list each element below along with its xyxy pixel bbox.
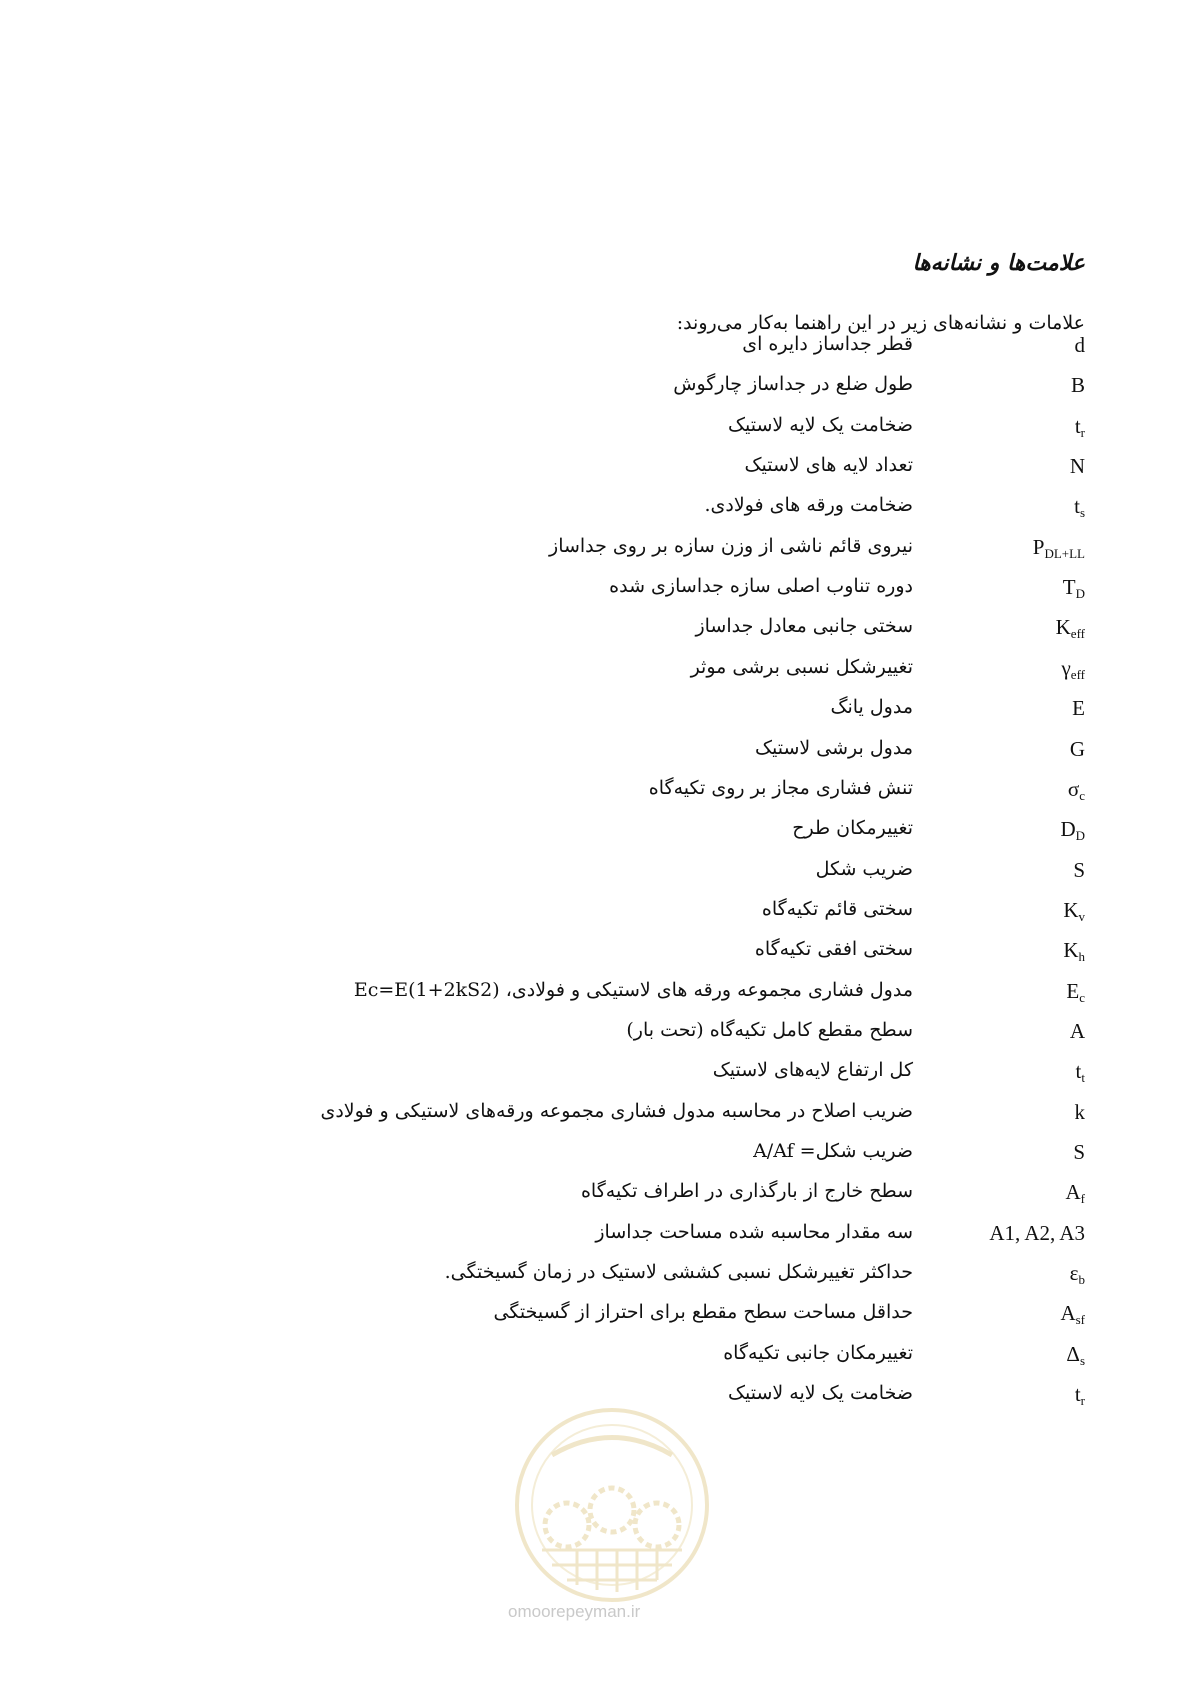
symbol <box>1074 494 1085 521</box>
symbol <box>1062 656 1085 683</box>
symbol-row <box>0 1342 1191 1372</box>
intro-text: علامات و نشانه‌های زیر در این راهنما به‌کار می‌روند: <box>676 312 1085 334</box>
symbol-description: ضریب شکل= A/Af <box>753 1140 913 1162</box>
symbol-description: حداقل مساحت سطح مقطع برای احتراز از گسیختگی <box>493 1301 913 1323</box>
symbol <box>1070 737 1085 764</box>
symbol <box>1070 1261 1085 1288</box>
symbol <box>1075 1382 1085 1409</box>
symbol-base: E <box>1072 696 1085 720</box>
symbol <box>1073 1140 1085 1167</box>
symbol-description: ضریب شکل <box>815 858 913 880</box>
symbol-subscript: c <box>1079 788 1085 803</box>
symbol <box>1063 938 1085 965</box>
symbol-description: ضریب اصلاح در محاسبه مدول فشاری مجموعه ورقه‌های لاستیکی و فولادی <box>320 1100 913 1122</box>
symbol-row <box>0 938 1191 968</box>
symbol-subscript: c <box>1079 990 1085 1005</box>
symbol-description: تنش فشاری مجاز بر روی تکیه‌گاه <box>648 777 913 799</box>
symbol-base: K <box>1055 615 1071 639</box>
symbol <box>1066 1342 1085 1369</box>
symbol-base: S <box>1073 1140 1085 1164</box>
symbol-subscript: DL+LL <box>1044 546 1085 561</box>
symbol-base: Δ <box>1066 1342 1080 1366</box>
symbol <box>1071 373 1085 400</box>
symbol-subscript: t <box>1081 1070 1085 1085</box>
symbol-base: D <box>1060 817 1076 841</box>
symbol-row <box>0 979 1191 1009</box>
symbol-subscript: D <box>1075 828 1085 843</box>
symbol-row <box>0 1180 1191 1210</box>
symbol-row <box>0 858 1191 888</box>
symbol-row <box>0 898 1191 928</box>
symbol-description: سختی جانبی معادل جداساز <box>695 615 913 637</box>
symbol-row <box>0 615 1191 645</box>
symbol <box>1070 1019 1085 1046</box>
symbol <box>1063 898 1085 925</box>
publisher-seal-watermark <box>497 1400 727 1610</box>
symbol-row <box>0 414 1191 444</box>
symbol-description: تغییرمکان جانبی تکیه‌گاه <box>723 1342 913 1364</box>
symbol-description: تعداد لایه های لاستیک <box>744 454 913 476</box>
symbol-subscript: D <box>1075 586 1085 601</box>
symbol-row <box>0 737 1191 767</box>
symbol-description: ضخامت یک لایه لاستیک <box>728 414 913 436</box>
symbol-subscript: f <box>1080 1191 1085 1206</box>
symbol-base: γ <box>1061 656 1071 680</box>
symbol-base: t <box>1074 1382 1081 1406</box>
symbol-row <box>0 1019 1191 1049</box>
symbol-row <box>0 1100 1191 1130</box>
symbol-description: سطح خارج از بارگذاری در اطراف تکیه‌گاه <box>580 1180 913 1202</box>
symbol-subscript: sf <box>1075 1312 1085 1327</box>
symbol <box>1070 454 1085 481</box>
symbol-base: T <box>1062 575 1076 599</box>
symbol <box>1066 979 1085 1006</box>
symbol-base: t <box>1074 414 1081 438</box>
watermark-site: omoorepeyman.ir <box>508 1602 641 1621</box>
symbol <box>1065 1180 1085 1207</box>
symbol-description: دوره تناوب اصلی سازه جداسازی شده <box>609 575 913 597</box>
symbol-base: k <box>1074 1100 1085 1124</box>
symbol <box>1033 535 1085 562</box>
symbol-description: حداکثر تغییرشکل نسبی کششی لاستیک در زمان گسیختگی. <box>444 1261 913 1283</box>
symbol-base: A <box>1065 1180 1081 1204</box>
symbol-description: سختی قائم تکیه‌گاه <box>761 898 913 920</box>
symbol-base: B <box>1070 373 1085 397</box>
symbol-base: P <box>1032 535 1045 559</box>
symbol-base: E <box>1066 979 1080 1003</box>
symbol-base: N <box>1069 454 1085 478</box>
symbol-description: ضخامت یک لایه لاستیک <box>728 1382 913 1404</box>
symbol-description: مدول فشاری مجموعه ورقه های لاستیکی و فولادی، Ec=E(1+2kS2) <box>353 979 913 1001</box>
symbol-row <box>0 656 1191 686</box>
symbol-base: A <box>1060 1301 1076 1325</box>
symbol-row <box>0 454 1191 484</box>
symbol-base: A <box>1069 1019 1085 1043</box>
symbol-subscript: b <box>1078 1272 1085 1287</box>
symbol-base: A1, A2, A3 <box>989 1221 1085 1245</box>
symbol-row <box>0 777 1191 807</box>
symbol-description: طول ضلع در جداساز چارگوش <box>673 373 913 395</box>
symbol-description: سختی افقی تکیه‌گاه <box>754 938 913 960</box>
symbol-base: K <box>1063 938 1079 962</box>
symbol <box>1063 575 1085 602</box>
symbol <box>1073 858 1085 885</box>
symbol-subscript: s <box>1079 505 1085 520</box>
symbol-row <box>0 817 1191 847</box>
symbol <box>1075 1100 1086 1127</box>
section-title: علامت‌ها و نشانه‌ها <box>912 250 1085 276</box>
symbol-base: σ <box>1067 777 1080 801</box>
symbol-description: سه مقدار محاسبه شده مساحت جداساز <box>595 1221 913 1243</box>
symbol-description: نیروی قائم ناشی از وزن سازه بر روی جداساز <box>549 535 913 557</box>
symbol-base: G <box>1069 737 1085 761</box>
symbol-base: d <box>1074 333 1085 357</box>
symbol-subscript: r <box>1080 1393 1085 1408</box>
symbol-base: t <box>1075 1059 1082 1083</box>
symbol-row <box>0 333 1191 363</box>
symbol <box>1072 696 1085 723</box>
symbol-row <box>0 535 1191 565</box>
symbol <box>1068 777 1085 804</box>
symbol-base: t <box>1074 494 1080 518</box>
symbol-description: مدول برشی لاستیک <box>755 737 913 759</box>
symbol-row <box>0 1059 1191 1089</box>
symbol <box>1056 615 1085 642</box>
symbol-description: سطح مقطع کامل تکیه‌گاه (تحت بار) <box>626 1019 913 1041</box>
symbol-row <box>0 696 1191 726</box>
symbol-description: قطر جداساز دایره ای <box>742 333 913 355</box>
symbol-row <box>0 1261 1191 1291</box>
symbol-row <box>0 1140 1191 1170</box>
symbol-subscript: eff <box>1070 626 1085 641</box>
symbol-base: K <box>1063 898 1079 922</box>
symbol-description: ضخامت ورقه های فولادی. <box>704 494 913 516</box>
symbol <box>989 1221 1085 1248</box>
symbol-row <box>0 1301 1191 1331</box>
symbol-subscript: eff <box>1070 667 1085 682</box>
symbol-row <box>0 494 1191 524</box>
symbol <box>1060 817 1085 844</box>
symbol-description: مدول یانگ <box>830 696 913 718</box>
symbol-subscript: r <box>1080 425 1085 440</box>
symbol <box>1060 1301 1085 1328</box>
symbol-subscript: h <box>1078 949 1085 964</box>
symbol <box>1076 1059 1085 1086</box>
symbol-description: کل ارتفاع لایه‌های لاستیک <box>712 1059 913 1081</box>
symbol <box>1075 414 1085 441</box>
symbol-subscript: v <box>1078 909 1085 924</box>
symbol-row <box>0 373 1191 403</box>
symbol-subscript: s <box>1079 1353 1085 1368</box>
symbol-row <box>0 1221 1191 1251</box>
symbol-base: S <box>1073 858 1085 882</box>
symbol-description: تغییرمکان طرح <box>792 817 913 839</box>
symbol <box>1075 333 1086 360</box>
symbol-description: تغییرشکل نسبی برشی موثر <box>690 656 913 678</box>
symbol-base: ε <box>1069 1261 1079 1285</box>
symbol-row <box>0 575 1191 605</box>
